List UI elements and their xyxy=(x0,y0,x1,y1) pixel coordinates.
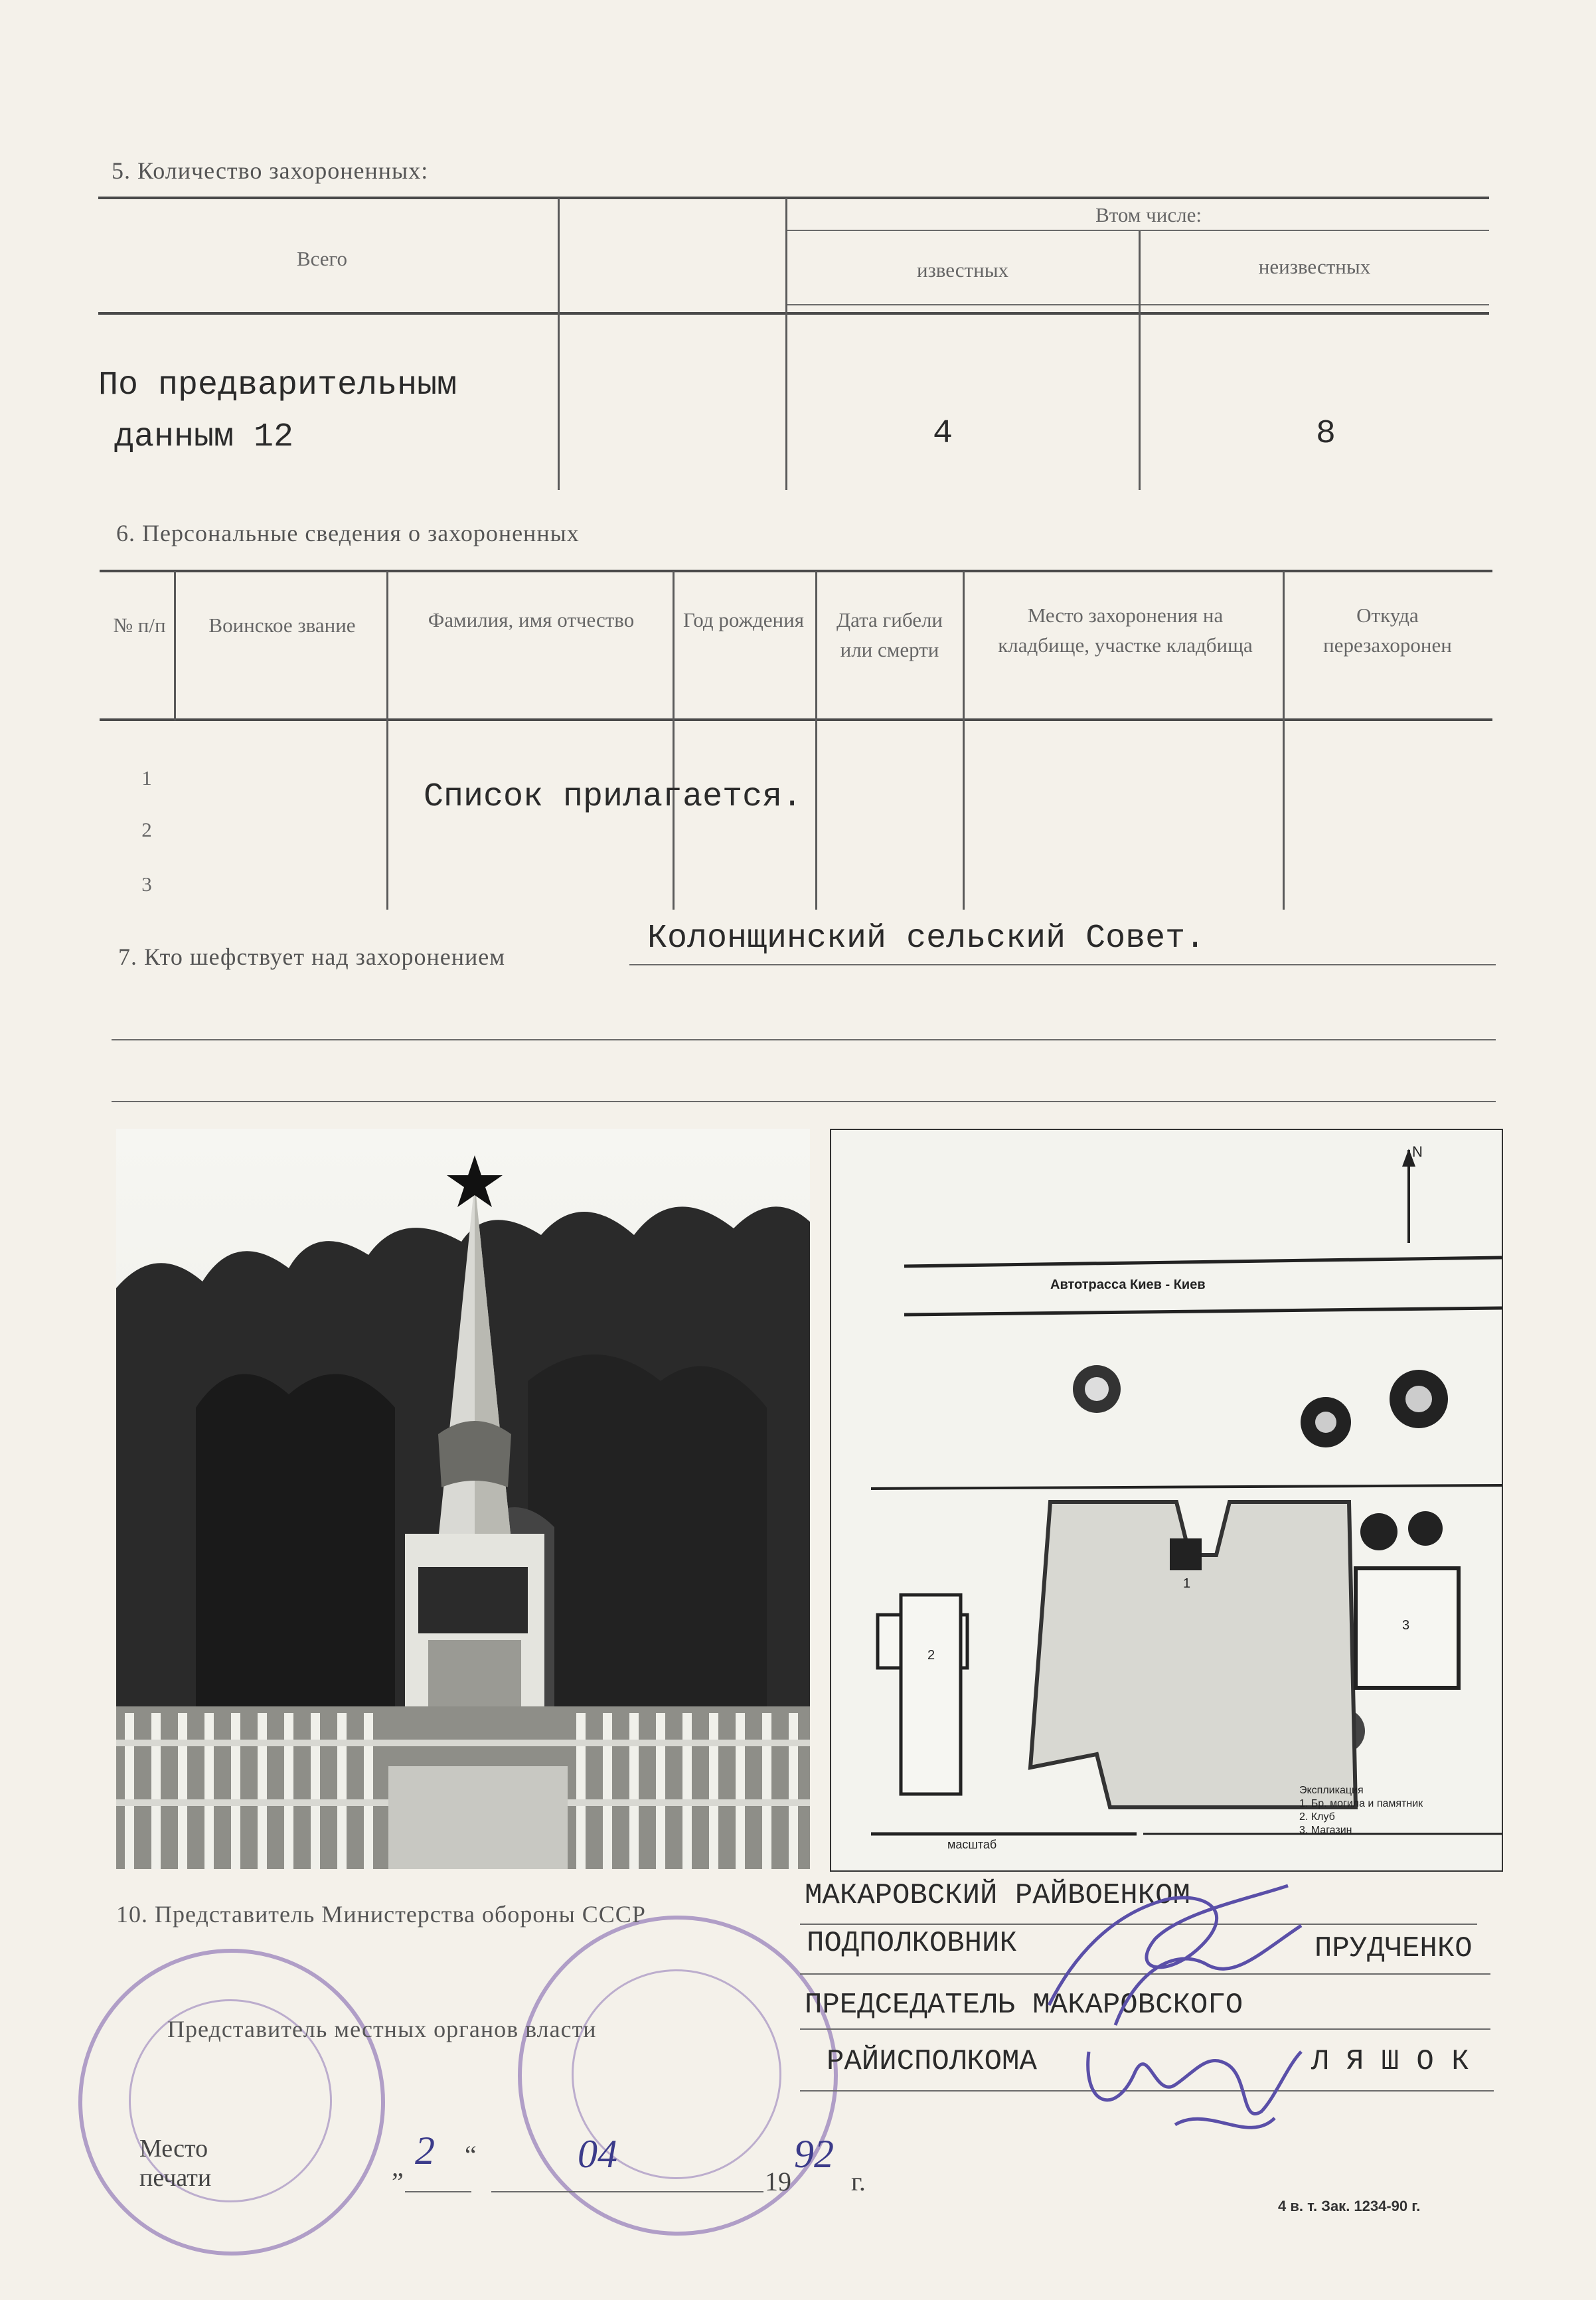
section6-title: 6. Персональные сведения о захороненных xyxy=(116,520,580,546)
stamp-place-line2: печати xyxy=(139,2163,212,2192)
date-open-quote: „ xyxy=(392,2152,404,2182)
header-birth: Год рождения xyxy=(683,608,804,631)
plot-label-3: 3 xyxy=(1402,1618,1410,1633)
list-attached-note: Список прилагается. xyxy=(424,778,803,816)
plot-label-2: 2 xyxy=(927,1648,935,1663)
table6-divider-5 xyxy=(963,571,965,910)
signature-local xyxy=(1076,2025,1315,2158)
table6-divider-6 xyxy=(1283,571,1285,910)
header-death: Дата гибели или смерти xyxy=(836,608,943,661)
header-place: Место захоронения на кладбище, участке кладбища xyxy=(998,604,1253,657)
table5-subheader-bottom xyxy=(787,304,1489,305)
table5-header-border xyxy=(98,312,1489,315)
mil-rep-name: ПРУДЧЕНКО xyxy=(1315,1932,1473,1965)
official-seal-left xyxy=(78,1949,385,2256)
header-name: Фамилия, имя отчество xyxy=(428,608,635,631)
patron-value: Колонщинский сельский Совет. xyxy=(647,920,1206,957)
map-legend xyxy=(1299,1784,1423,1837)
section7-title: 7. Кто шефствует над захоронением xyxy=(118,944,506,970)
col-known-header: известных xyxy=(916,258,1009,282)
legend-item-2: 2. Клуб xyxy=(1299,1811,1335,1823)
table5-divider-1 xyxy=(558,198,560,490)
local-rep-title: Представитель местных органов власти xyxy=(167,2016,597,2042)
map-scale-label: масштаб xyxy=(947,1838,997,1851)
mil-rep-line2: ПОДПОЛКОВНИК xyxy=(807,1927,1017,1960)
col-unknown-header: неизвестных xyxy=(1258,255,1371,278)
known-value: 4 xyxy=(933,415,953,453)
table5-divider-2 xyxy=(785,198,787,490)
site-map xyxy=(830,1129,1503,1872)
row-number-2: 2 xyxy=(141,818,152,841)
table6-divider-3 xyxy=(673,571,675,910)
table5-divider-3 xyxy=(1139,231,1141,490)
local-rep-line1: ПРЕДСЕДАТЕЛЬ МАКАРОВСКОГО xyxy=(805,1989,1243,2022)
total-value-line1: По предварительным xyxy=(98,367,457,404)
road-label: Автотрасса Киев - Киев xyxy=(1050,1277,1206,1292)
date-year-prefix: 19 xyxy=(765,2167,791,2196)
date-day-underline xyxy=(405,2191,471,2192)
date-month-underline xyxy=(491,2191,763,2192)
site-map-drawing xyxy=(831,1130,1502,1870)
row-number-3: 3 xyxy=(141,872,152,896)
local-rep-name: Л Я Ш О К xyxy=(1311,2045,1469,2078)
monument-photo-image xyxy=(116,1129,810,1869)
local-rep-line2: РАЙИСПОЛКОМА xyxy=(827,2045,1037,2078)
section5-title: 5. Количество захороненных: xyxy=(112,157,429,184)
legend-item-1: 1. Бр. могила и памятник xyxy=(1299,1798,1423,1809)
stamp-place-line1: Место xyxy=(139,2135,208,2163)
total-value-line2: данным 12 xyxy=(114,418,294,456)
printer-note: 4 в. т. Зак. 1234-90 г. xyxy=(1278,2198,1421,2214)
date-month: 04 xyxy=(578,2132,617,2176)
patron-underline xyxy=(629,964,1496,965)
table6-divider-2 xyxy=(386,571,388,910)
legend-item-3: 3. Магазин xyxy=(1299,1825,1352,1836)
date-year-g: г. xyxy=(851,2167,866,2196)
table5-top-border xyxy=(98,197,1489,199)
north-label: N xyxy=(1412,1143,1423,1160)
mil-rep-line1: МАКАРОВСКИЙ РАЙВОЕНКОМ xyxy=(805,1879,1190,1912)
date-close-quote: “ xyxy=(465,2140,477,2170)
stamp-place-label xyxy=(139,2135,211,2192)
signature-military xyxy=(1036,1872,1315,2045)
header-from: Откуда перезахоронен xyxy=(1323,604,1452,657)
date-day: 2 xyxy=(415,2129,435,2173)
legend-title: Экспликация xyxy=(1299,1785,1364,1796)
header-num: № п/п xyxy=(113,614,166,637)
plot-label-1: 1 xyxy=(1183,1576,1191,1591)
section10-title: 10. Представитель Министерства обороны СССР xyxy=(116,1901,646,1928)
col-including-header: Втом числе: xyxy=(1095,203,1202,226)
table6-divider-1 xyxy=(174,571,176,720)
date-year-suffix: 92 xyxy=(794,2132,834,2176)
blank-line-2 xyxy=(112,1101,1496,1102)
monument-photo xyxy=(116,1129,810,1869)
table6-divider-4 xyxy=(815,571,817,910)
col-total-header: Всего xyxy=(296,247,348,270)
blank-line-1 xyxy=(112,1039,1496,1040)
unknown-value: 8 xyxy=(1316,415,1336,453)
header-rank: Воинское звание xyxy=(208,614,356,637)
row-number-1: 1 xyxy=(141,766,152,789)
